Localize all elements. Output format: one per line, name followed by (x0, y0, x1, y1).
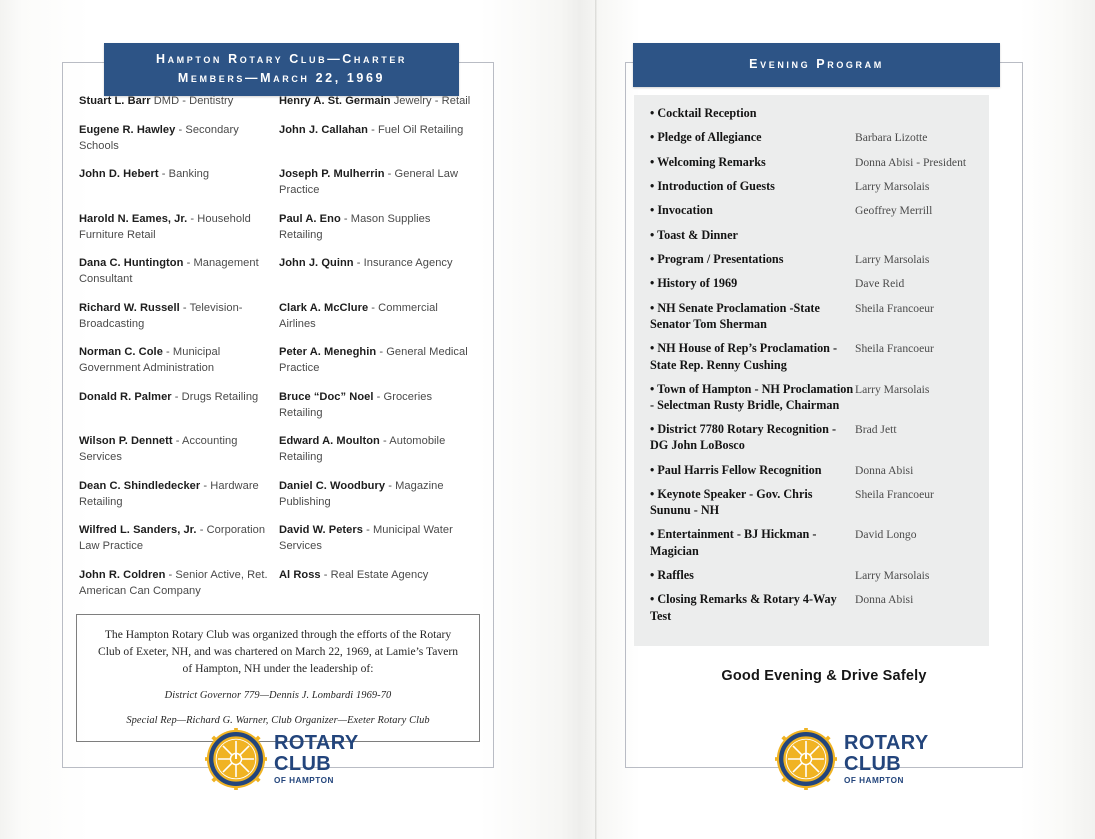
member-occupation: - General Medical Practice (279, 346, 468, 374)
program-item: • District 7780 Rotary Recognition - DG John LoBosco (650, 422, 837, 453)
program-item: • History of 1969 (650, 276, 738, 291)
right-page (625, 57, 1023, 768)
member-name: Bruce “Doc” Noel (279, 390, 374, 403)
rotary-wheel-icon (775, 728, 837, 790)
member-name: Al Ross (279, 568, 321, 581)
member-name: Daniel C. Woodbury (279, 479, 386, 492)
program-row (634, 462, 989, 478)
member-occupation: DMD - Dentistry (150, 95, 234, 107)
program-person: Larry Marsolais (855, 382, 930, 396)
member-name: Wilson P. Dennett (79, 435, 173, 448)
member-occupation: - Management Consultant (79, 257, 259, 285)
member-occupation: - Insurance Agency (353, 257, 453, 270)
club-history-box (76, 614, 480, 742)
program-item: • Paul Harris Fellow Recognition (650, 462, 822, 477)
member-occupation: - Banking (158, 168, 210, 181)
rotary-logo-right (775, 728, 929, 790)
program-person: Donna Abisi (855, 593, 914, 607)
member-occupation: - Municipal Government Administration (79, 346, 221, 374)
member-occupation: - Corporation Law Practice (79, 524, 266, 552)
member-name: Donald R. Palmer (79, 390, 172, 403)
program-row (634, 567, 989, 583)
charter-members-banner (104, 43, 459, 96)
logo-word-of-hampton: OF HAMPTON (844, 775, 904, 785)
member-occupation: - Mason Supplies Retailing (279, 212, 431, 241)
program-item: • Closing Remarks & Rotary 4-Way Test (650, 592, 837, 623)
member-occupation: - Municipal Water Services (279, 524, 453, 552)
member-occupation: - Automobile Retailing (279, 435, 446, 463)
member-entry (279, 167, 477, 199)
member-name: Wilfred L. Sanders, Jr. (79, 524, 197, 537)
member-name: Richard W. Russell (79, 301, 180, 314)
member-name: Henry A. St. Germain (279, 95, 391, 107)
member-entry (79, 167, 269, 199)
rotary-logo-left (205, 728, 359, 790)
program-item: • Invocation (650, 203, 713, 218)
program-row (634, 129, 989, 145)
program-person: Larry Marsolais (855, 253, 930, 267)
member-name: Dana C. Huntington (79, 257, 184, 270)
program-person: David Longo (855, 528, 917, 542)
program-person (855, 105, 979, 106)
member-occupation: - Hardware Retailing (79, 479, 259, 508)
member-entry (79, 212, 269, 244)
program-row (634, 421, 989, 453)
member-occupation: - Drugs Retailing (171, 390, 259, 403)
member-occupation: - Fuel Oil Retailing (367, 123, 464, 136)
program-person: Geoffrey Merrill (855, 204, 933, 218)
member-entry (279, 256, 477, 288)
program-row (634, 178, 989, 194)
member-name: Eugene R. Hawley (79, 123, 176, 136)
member-entry (79, 390, 269, 422)
history-paragraph: The Hampton Rotary Club was organized through the efforts of the Rotary Club of Exeter, NH, and was chartered on March 22, 1969, at Lamie’s Tavern of Hampton, NH under the leadership of: (97, 628, 459, 676)
member-entry (79, 434, 269, 466)
member-name: Peter A. Meneghin (279, 346, 377, 359)
logo-word-club: CLUB (844, 752, 902, 775)
member-name: Clark A. McClure (279, 301, 369, 314)
member-occupation: - Household Furniture Retail (79, 212, 251, 241)
member-name: John J. Quinn (279, 257, 354, 270)
member-occupation: - General Law Practice (279, 168, 459, 196)
member-entry (79, 301, 269, 333)
evening-banner-line-1: Evening Program (749, 57, 884, 71)
program-person: Sheila Francoeur (855, 301, 934, 315)
program-row (634, 105, 989, 121)
program-item: • Introduction of Guests (650, 179, 775, 194)
history-district-governor: District Governor 779—Dennis J. Lombardi 1969-70 (164, 690, 392, 702)
program-person: Donna Abisi - President (855, 155, 967, 169)
evening-program-list (634, 95, 989, 646)
logo-word-rotary: ROTARY (844, 731, 929, 754)
program-item: • Welcoming Remarks (650, 154, 766, 169)
page-fold-line (595, 0, 597, 839)
member-entry (279, 523, 477, 555)
charter-members-list (79, 94, 477, 612)
program-item: • Entertainment - BJ Hickman - Magician (650, 527, 817, 558)
program-item: • Raffles (650, 567, 694, 582)
program-item: • NH Senate Proclamation -State Senator Tom Sherman (650, 300, 820, 332)
program-row (634, 381, 989, 413)
member-name: Norman C. Cole (79, 346, 163, 359)
program-person: Sheila Francoeur (855, 488, 934, 502)
logo-word-club: CLUB (274, 752, 332, 775)
program-row (634, 300, 989, 332)
member-name: Paul A. Eno (279, 212, 341, 225)
member-name: John R. Coldren (79, 568, 166, 581)
logo-word-of-hampton: OF HAMPTON (274, 775, 334, 785)
program-row (634, 202, 989, 218)
left-page (62, 52, 494, 768)
member-name: David W. Peters (279, 524, 363, 537)
rotary-wheel-icon (205, 728, 267, 790)
member-entry (279, 434, 477, 466)
program-person: Brad Jett (855, 423, 897, 437)
member-entry (79, 256, 269, 288)
program-person: Larry Marsolais (855, 180, 930, 194)
member-occupation: - Secondary Schools (79, 123, 239, 152)
member-entry (279, 301, 477, 333)
program-row (634, 275, 989, 291)
member-name: John D. Hebert (79, 168, 159, 181)
program-person: Sheila Francoeur (855, 342, 934, 356)
program-person: Donna Abisi (855, 463, 914, 477)
member-occupation: - Senior Active, Ret. American Can Company (79, 568, 268, 597)
program-row (634, 486, 989, 518)
member-name: Dean C. Shindledecker (79, 479, 201, 492)
member-entry (279, 345, 477, 377)
program-item: • Town of Hampton - NH Proclamation - Selectman Rusty Bridle, Chairman (650, 381, 854, 412)
program-row (634, 251, 989, 267)
charter-banner-line-2: Members—March 22, 1969 (177, 70, 386, 85)
program-item: • Keynote Speaker - Gov. Chris Sununu - NH (650, 487, 813, 518)
member-name: Harold N. Eames, Jr. (79, 212, 188, 225)
member-entry (279, 479, 477, 511)
program-row (634, 340, 989, 372)
member-occupation: - Real Estate Agency (320, 568, 429, 581)
member-name: Stuart L. Barr (79, 95, 151, 107)
program-person: Barbara Lizotte (855, 131, 928, 145)
rotary-logo-wordmark (274, 733, 359, 785)
program-item: • Program / Presentations (650, 252, 784, 267)
program-item: • Cocktail Reception (650, 106, 757, 120)
member-entry (79, 345, 269, 377)
member-entry (279, 568, 477, 600)
program-item: • Pledge of Allegiance (650, 130, 762, 145)
member-occupation: - Magazine Publishing (279, 479, 444, 508)
member-name: John J. Callahan (279, 123, 368, 136)
member-entry (79, 479, 269, 511)
member-occupation: - Commercial Airlines (279, 301, 438, 330)
program-row (634, 154, 989, 170)
program-row (634, 526, 989, 558)
charter-banner-line-1: Hampton Rotary Club—Charter (155, 52, 408, 66)
evening-program-banner (633, 43, 1000, 87)
logo-word-rotary: ROTARY (274, 731, 359, 754)
member-entry (279, 94, 477, 110)
history-special-rep: Special Rep—Richard G. Warner, Club Organizer—Exeter Rotary Club (126, 715, 430, 727)
program-row (634, 227, 989, 243)
program-row (634, 591, 989, 623)
closing-message: Good Evening & Drive Safely (721, 668, 927, 684)
member-occupation: - Accounting Services (79, 435, 238, 463)
member-entry (279, 123, 477, 155)
program-item: • NH House of Rep’s Proclamation - State Rep. Renny Cushing (650, 341, 838, 372)
member-entry (79, 123, 269, 155)
member-entry (279, 212, 477, 244)
program-item: • Toast & Dinner (650, 227, 738, 242)
member-entry (279, 390, 477, 422)
member-entry (79, 568, 269, 600)
member-occupation: - Television-Broadcasting (79, 301, 243, 330)
member-occupation: Jewelry - Retail (390, 95, 471, 107)
member-entry (79, 94, 269, 110)
member-name: Edward A. Moulton (279, 435, 380, 448)
member-entry (79, 523, 269, 555)
member-name: Joseph P. Mulherrin (279, 168, 385, 181)
program-person (855, 227, 979, 228)
program-person: Larry Marsolais (855, 568, 930, 582)
member-occupation: - Groceries Retailing (279, 390, 433, 419)
program-person: Dave Reid (855, 277, 905, 291)
rotary-logo-wordmark (844, 733, 929, 785)
